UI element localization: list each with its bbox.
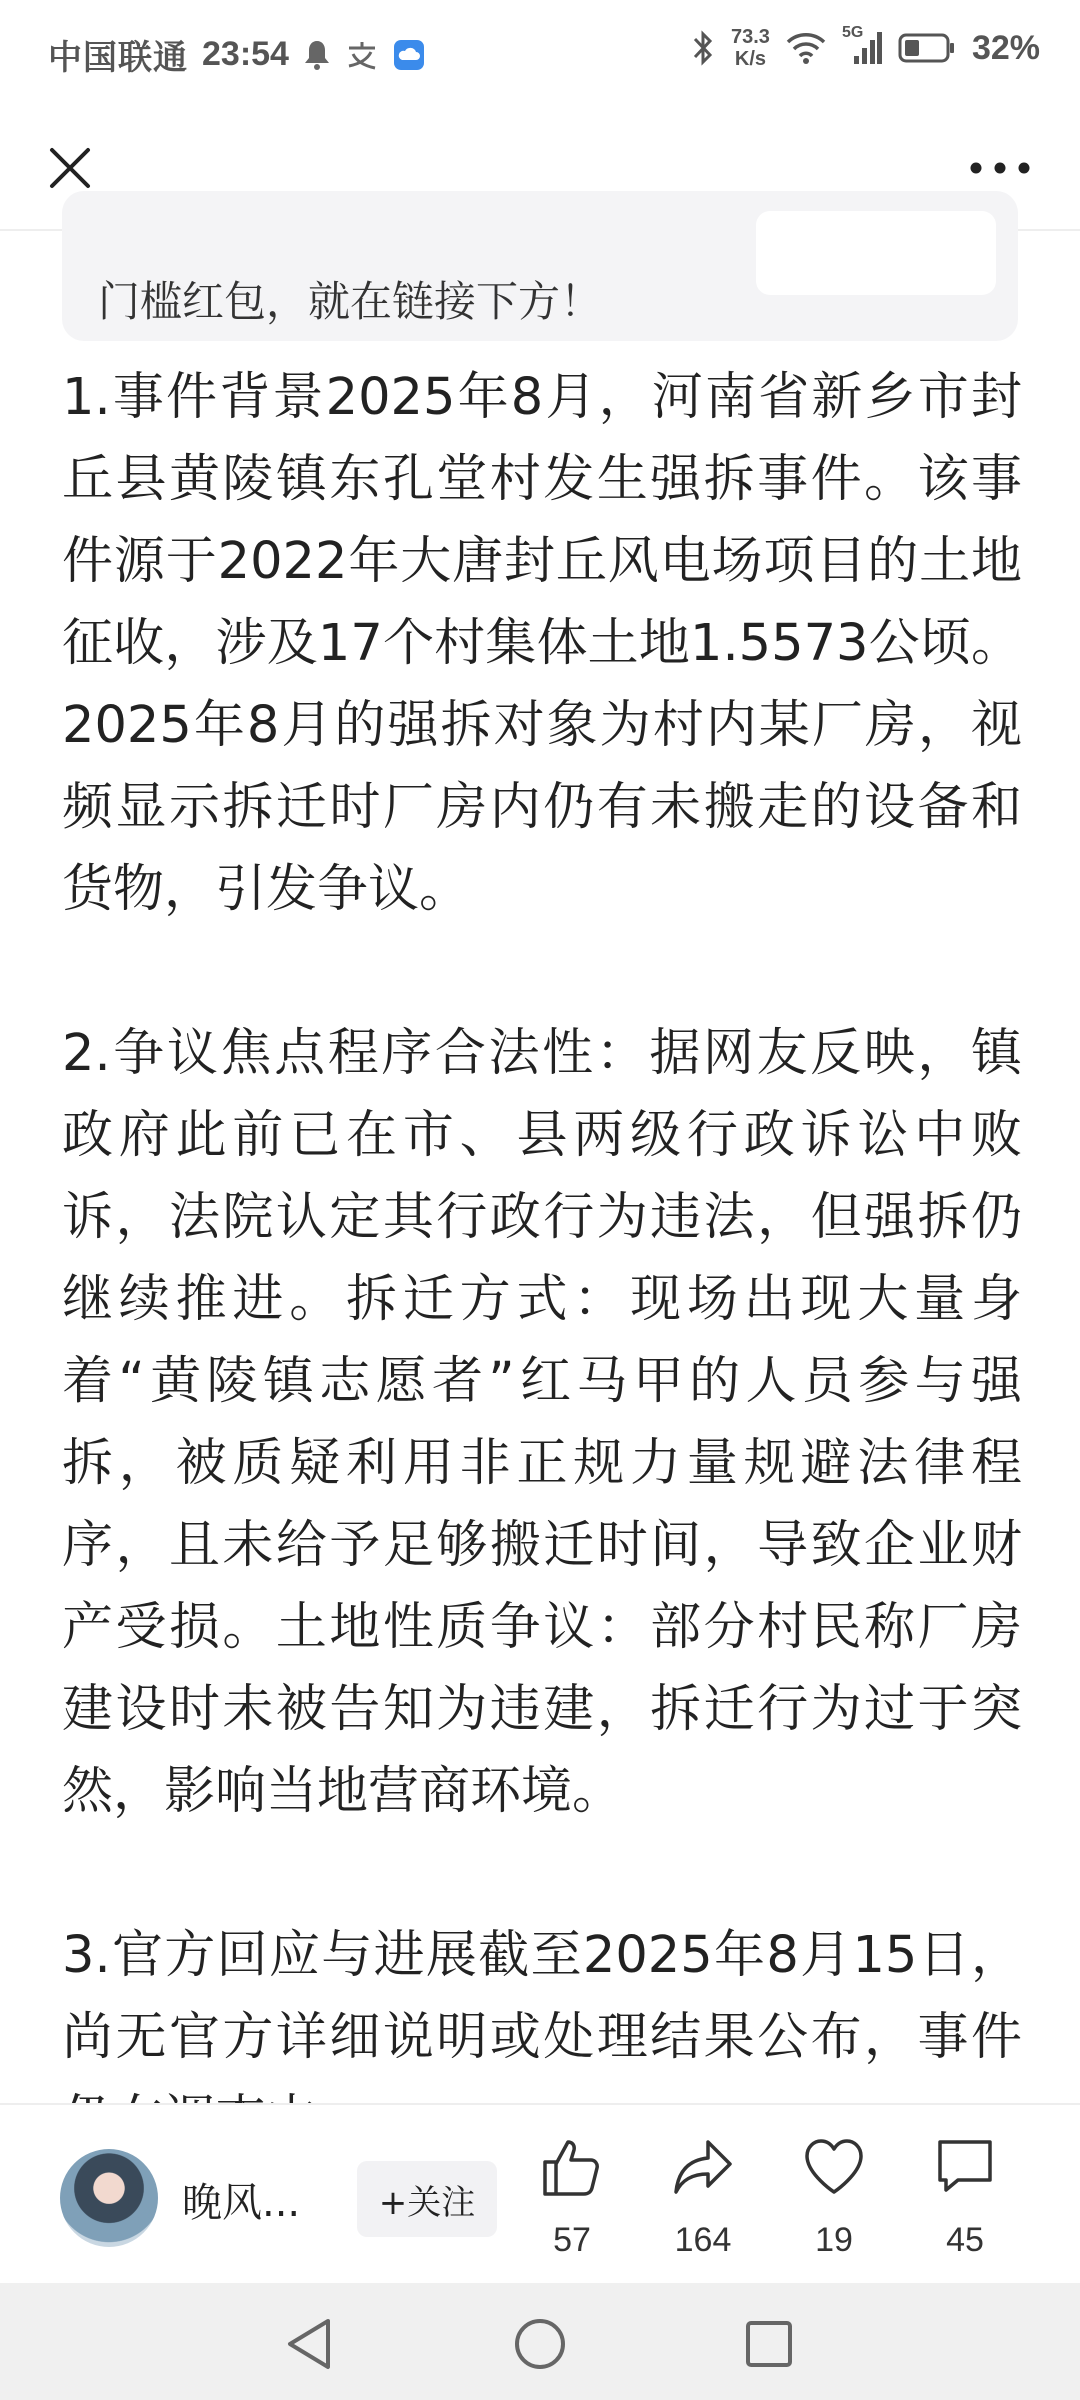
follow-button[interactable]: +关注: [357, 2161, 497, 2237]
recents-square-icon: [744, 2319, 794, 2369]
ad-text: 门槛红包，就在链接下方！: [98, 277, 603, 326]
share-button[interactable]: [648, 2135, 758, 2275]
more-icon: [968, 160, 1032, 176]
network-speed-value: 73.3: [731, 26, 770, 48]
close-icon: [46, 144, 94, 192]
app-notification-icon: [345, 40, 379, 70]
system-back-button[interactable]: [274, 2309, 344, 2379]
author-name[interactable]: 晚风...: [182, 2180, 301, 2226]
bottom-action-bar: [0, 2103, 1080, 2285]
network-speed: [731, 26, 770, 70]
comment-count: 45: [946, 2221, 984, 2259]
article-paragraph-2: 2.争议焦点程序合法性：据网友反映，镇政府此前已在市、县两级行政诉讼中败诉，法院认定其行政行为违法，但强拆仍继续推进。拆迁方式：现场出现大量身着“黄陵镇志愿者”红马甲的人员参与强拆，被质疑利用非正规力量规避法律程序，且未给予足够搬迁时间，导致企业财产受损。土地性质争议：部分村民称厂房建设时未被告知为违建，拆迁行为过于突然，影响当地营商环境。: [62, 1024, 1022, 1821]
system-recents-button[interactable]: [734, 2309, 804, 2379]
author-avatar[interactable]: [60, 2149, 158, 2247]
carrier-label: 中国联通: [48, 39, 188, 77]
like-count: 57: [553, 2221, 591, 2259]
article-body: [62, 357, 1022, 2243]
cloud-icon: [393, 39, 425, 71]
comment-button[interactable]: [910, 2135, 1020, 2275]
signal-type-label: 5G: [841, 24, 864, 41]
heart-icon: [802, 2135, 866, 2199]
home-circle-icon: [513, 2317, 567, 2371]
ad-action-button[interactable]: [756, 211, 996, 295]
network-speed-unit: K/s: [734, 48, 767, 70]
clock: 23:54: [202, 35, 289, 73]
bell-icon: [303, 39, 331, 71]
comment-icon: [933, 2135, 997, 2199]
system-home-button[interactable]: [505, 2309, 575, 2379]
bluetooth-icon: [691, 29, 715, 67]
back-triangle-icon: [284, 2317, 334, 2371]
share-icon: [671, 2135, 735, 2199]
wifi-icon: [786, 32, 826, 64]
cellular-signal-icon: [841, 24, 882, 66]
article-paragraph-3: 3.官方回应与进展截至2025年8月15日，尚无官方详细说明或处理结果公布，事件: [62, 1926, 1022, 2067]
share-count: 164: [674, 2221, 732, 2259]
status-right: [691, 26, 1040, 70]
article-content[interactable]: [0, 231, 1080, 2103]
status-bar: [0, 0, 1080, 104]
battery-percent: 32%: [971, 28, 1040, 67]
ad-card[interactable]: [62, 191, 1018, 341]
favorite-count: 19: [815, 2221, 853, 2259]
system-nav-bar: [0, 2283, 1080, 2400]
thumbs-up-icon: [540, 2135, 604, 2199]
favorite-button[interactable]: [779, 2135, 889, 2275]
battery-icon: [898, 33, 956, 63]
like-button[interactable]: [517, 2135, 627, 2275]
article-paragraph-1: 1.事件背景2025年8月，河南省新乡市封丘县黄陵镇东孔堂村发生强拆事件。该事件源于2022年大唐封丘风电场项目的土地征收，涉及17个村集体土地1.5573公顷。2025年8月的强拆对象为村内某厂房，视频显示拆迁时厂房内仍有未搬走的设备和货物，引发争议。: [62, 368, 1022, 919]
status-left: [48, 30, 425, 79]
